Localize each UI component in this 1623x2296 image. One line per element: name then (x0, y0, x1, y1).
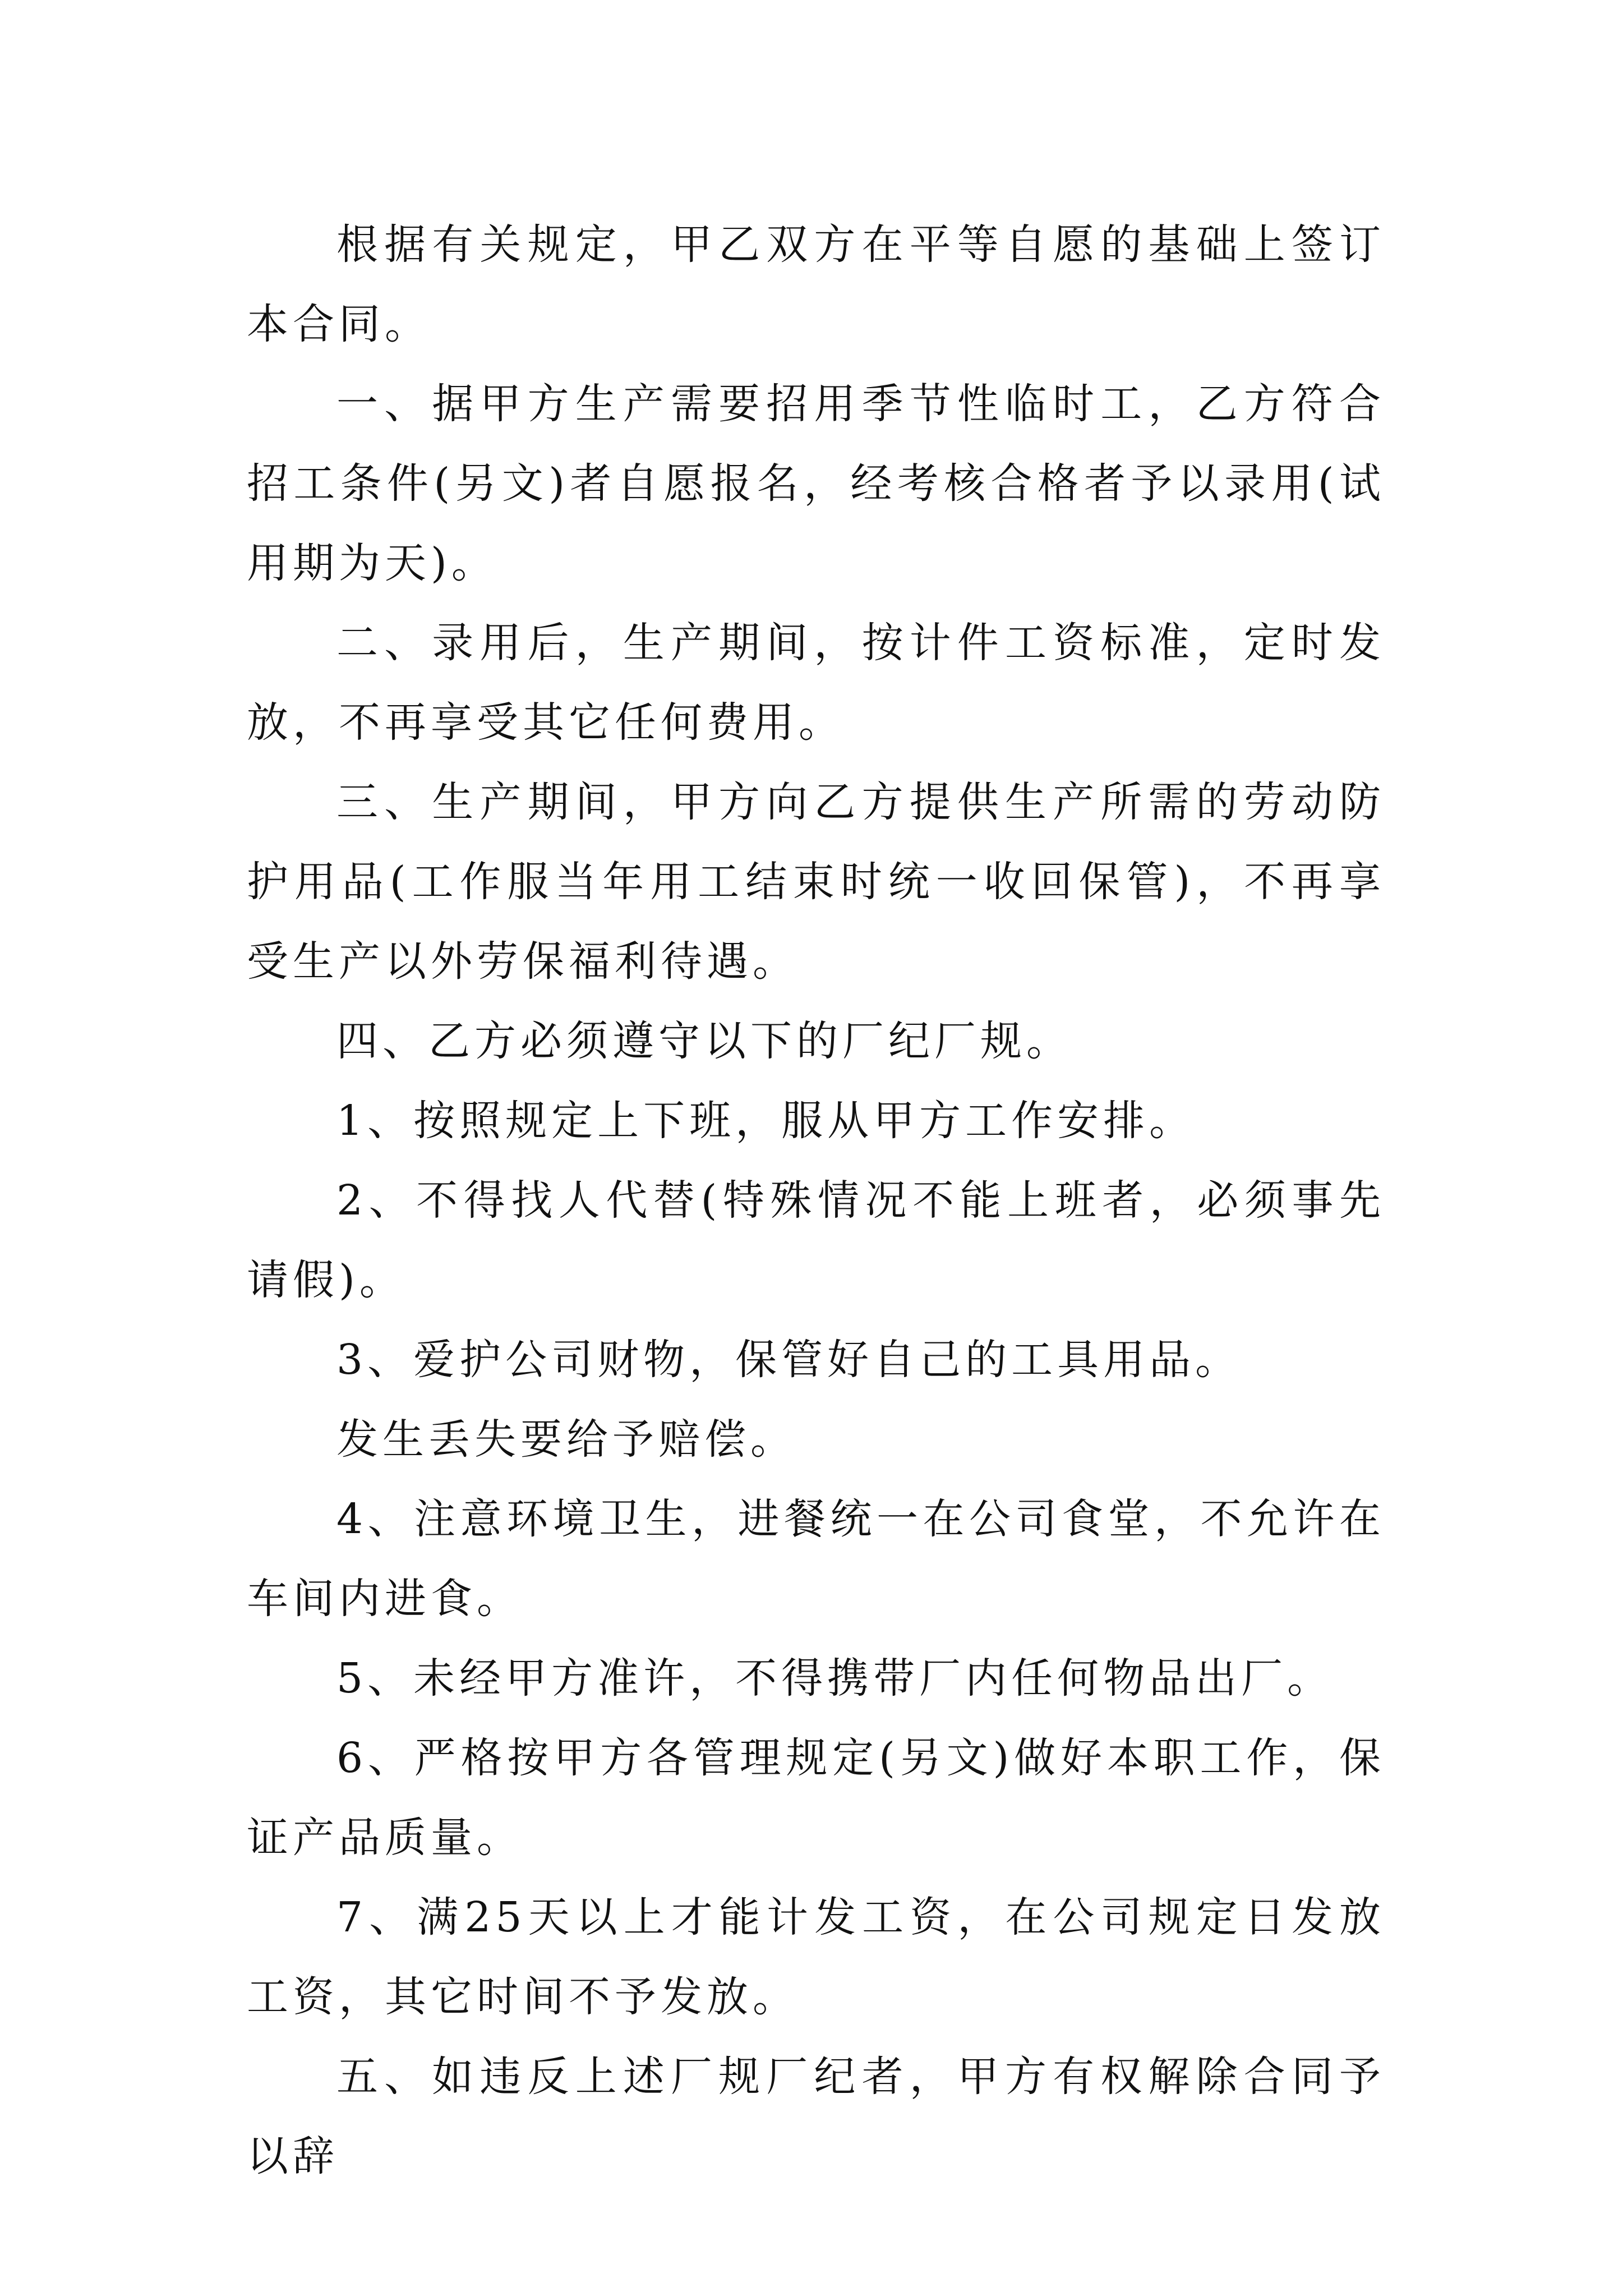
paragraph-intro: 根据有关规定，甲乙双方在平等自愿的基础上签订本合同。 (247, 220, 1385, 348)
paragraph-rule-1: 1、按照规定上下班，服从甲方工作安排。 (336, 1097, 1196, 1145)
paragraph-rule-3: 3、爱护公司财物，保管好自己的工具用品。 (336, 1336, 1242, 1384)
paragraph-rule-6: 6、严格按甲方各管理规定(另文)做好本职工作，保证产品质量。 (247, 1734, 1385, 1862)
paragraph-rule-4: 4、注意环境卫生，进餐统一在公司食堂，不允许在车间内进食。 (247, 1495, 1385, 1623)
paragraph-clause-5: 五、如违反上述厂规厂纪者，甲方有权解除合同予以辞 (247, 2053, 1385, 2180)
document-body (247, 205, 1385, 2196)
paragraph-rule-3-cont: 发生丢失要给予赔偿。 (336, 1415, 796, 1464)
paragraph-rule-5: 5、未经甲方准许，不得携带厂内任何物品出厂。 (336, 1654, 1334, 1703)
paragraph-clause-1: 一、据甲方生产需要招用季节性临时工，乙方符合招工条件(另文)者自愿报名，经考核合格者予以录用(试用期为天)。 (247, 380, 1385, 587)
paragraph-rule-7: 7、满25天以上才能计发工资，在公司规定日发放工资，其它时间不予发放。 (247, 1893, 1385, 2021)
paragraph-clause-3: 三、生产期间，甲方向乙方提供生产所需的劳动防护用品(工作服当年用工结束时统一收回保管)，不再享受生产以外劳保福利待遇。 (247, 778, 1385, 986)
paragraph-rule-2: 2、不得找人代替(特殊情况不能上班者，必须事先请假)。 (247, 1176, 1385, 1304)
paragraph-clause-4: 四、乙方必须遵守以下的厂纪厂规。 (336, 1017, 1072, 1065)
paragraph-clause-2: 二、录用后，生产期间，按计件工资标准，定时发放，不再享受其它任何费用。 (247, 619, 1385, 747)
